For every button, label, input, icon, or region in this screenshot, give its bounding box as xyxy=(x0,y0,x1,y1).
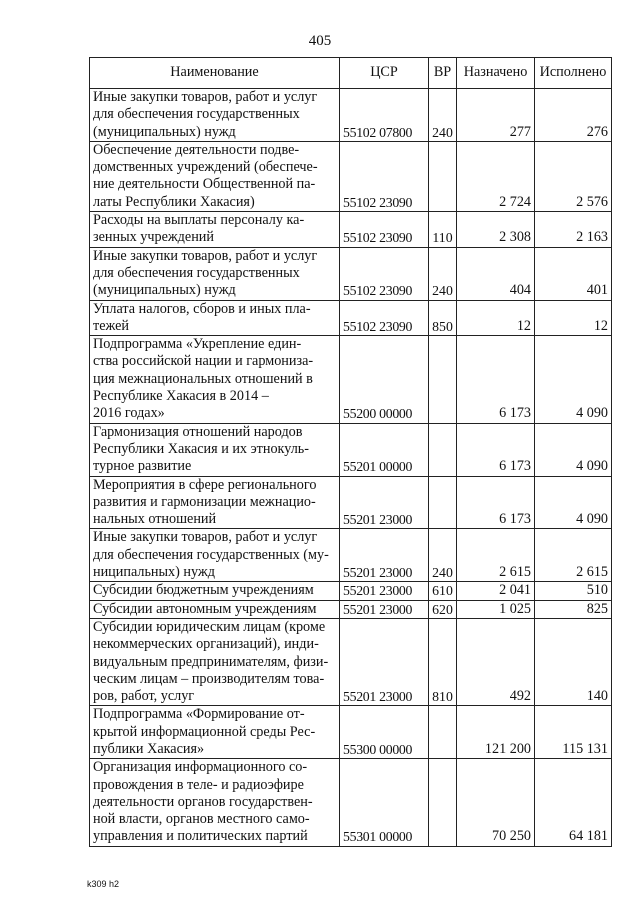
table-row xyxy=(90,706,612,759)
header-name: Наименование xyxy=(90,58,340,89)
row-csr: 55102 23090 xyxy=(340,247,429,300)
table-row xyxy=(90,529,612,582)
row-assigned: 6 173 xyxy=(457,336,535,423)
row-vr: 610 xyxy=(429,582,457,600)
row-assigned: 277 xyxy=(457,89,535,142)
row-name: Мероприятия в сфере регионального развития и гармонизации межнацио- нальных отношений xyxy=(90,476,340,529)
row-name: Организация информационного со- провождения в теле- и радиоэфире деятельности органов государствен- ной власти, органов местного само- управления и политических партий xyxy=(90,759,340,846)
footer-code: k309 h2 xyxy=(87,879,120,889)
row-executed: 2 615 xyxy=(535,529,612,582)
table-row xyxy=(90,476,612,529)
row-vr xyxy=(429,336,457,423)
row-executed: 12 xyxy=(535,300,612,336)
row-executed: 2 576 xyxy=(535,141,612,211)
header-assigned: Назначено xyxy=(457,58,535,89)
table-row xyxy=(90,212,612,248)
row-executed: 115 131 xyxy=(535,706,612,759)
table-body xyxy=(90,89,612,847)
table-row xyxy=(90,89,612,142)
row-name: Иные закупки товаров, работ и услуг для обеспечения государственных (муниципальных) нужд xyxy=(90,247,340,300)
row-executed: 276 xyxy=(535,89,612,142)
row-vr xyxy=(429,423,457,476)
row-vr xyxy=(429,476,457,529)
row-assigned: 492 xyxy=(457,618,535,705)
row-vr: 240 xyxy=(429,529,457,582)
row-assigned: 12 xyxy=(457,300,535,336)
row-name: Иные закупки товаров, работ и услуг для обеспечения государственных (муниципальных) нужд xyxy=(90,89,340,142)
row-executed: 510 xyxy=(535,582,612,600)
row-assigned: 404 xyxy=(457,247,535,300)
row-assigned: 1 025 xyxy=(457,600,535,618)
row-assigned: 6 173 xyxy=(457,476,535,529)
row-csr: 55102 23090 xyxy=(340,300,429,336)
row-csr: 55201 23000 xyxy=(340,476,429,529)
row-executed: 401 xyxy=(535,247,612,300)
row-assigned: 6 173 xyxy=(457,423,535,476)
row-csr: 55301 00000 xyxy=(340,759,429,846)
row-csr: 55201 00000 xyxy=(340,423,429,476)
row-name: Субсидии юридическим лицам (кроме некоммерческих организаций), инди- видуальным предпринимателям, физи- ческим лицам – производителям това- ров, работ, услуг xyxy=(90,618,340,705)
row-executed: 64 181 xyxy=(535,759,612,846)
table-row xyxy=(90,336,612,423)
row-assigned: 2 308 xyxy=(457,212,535,248)
row-name: Гармонизация отношений народов Республики Хакасия и их этнокуль- турное развитие xyxy=(90,423,340,476)
row-csr: 55102 23090 xyxy=(340,141,429,211)
row-vr: 110 xyxy=(429,212,457,248)
row-vr: 240 xyxy=(429,89,457,142)
row-csr: 55200 00000 xyxy=(340,336,429,423)
row-name: Подпрограмма «Формирование от- крытой информационной среды Рес- публики Хакасия» xyxy=(90,706,340,759)
row-vr xyxy=(429,141,457,211)
row-executed: 4 090 xyxy=(535,336,612,423)
header-row xyxy=(90,58,612,89)
row-assigned: 2 615 xyxy=(457,529,535,582)
row-name: Обеспечение деятельности подве- домственных учреждений (обеспече- ние деятельности Общественной па- латы Республики Хакасия) xyxy=(90,141,340,211)
row-executed: 140 xyxy=(535,618,612,705)
row-vr: 240 xyxy=(429,247,457,300)
header-csr: ЦСР xyxy=(340,58,429,89)
row-vr: 620 xyxy=(429,600,457,618)
row-csr: 55102 07800 xyxy=(340,89,429,142)
row-name: Расходы на выплаты персоналу ка- зенных учреждений xyxy=(90,212,340,248)
row-vr: 850 xyxy=(429,300,457,336)
row-executed: 4 090 xyxy=(535,423,612,476)
row-csr: 55201 23000 xyxy=(340,529,429,582)
table-row xyxy=(90,247,612,300)
row-executed: 2 163 xyxy=(535,212,612,248)
row-vr xyxy=(429,706,457,759)
budget-table xyxy=(89,57,612,847)
table-row xyxy=(90,423,612,476)
row-csr: 55201 23000 xyxy=(340,600,429,618)
table-row xyxy=(90,300,612,336)
row-name: Субсидии бюджетным учреждениям xyxy=(90,582,340,600)
row-executed: 825 xyxy=(535,600,612,618)
page-number: 405 xyxy=(308,33,332,49)
row-assigned: 2 041 xyxy=(457,582,535,600)
table-row xyxy=(90,759,612,846)
table-row xyxy=(90,141,612,211)
row-csr: 55201 23000 xyxy=(340,582,429,600)
row-assigned: 2 724 xyxy=(457,141,535,211)
table-header xyxy=(90,58,612,89)
row-assigned: 70 250 xyxy=(457,759,535,846)
header-vr: ВР xyxy=(429,58,457,89)
row-executed: 4 090 xyxy=(535,476,612,529)
table-row xyxy=(90,582,612,600)
row-csr: 55300 00000 xyxy=(340,706,429,759)
row-assigned: 121 200 xyxy=(457,706,535,759)
header-executed: Исполнено xyxy=(535,58,612,89)
row-csr: 55102 23090 xyxy=(340,212,429,248)
row-name: Подпрограмма «Укрепление един- ства российской нации и гармониза- ция межнациональных отношений в Республике Хакасия в 2014 – 2016 годах» xyxy=(90,336,340,423)
table-row xyxy=(90,600,612,618)
row-name: Уплата налогов, сборов и иных пла- тежей xyxy=(90,300,340,336)
row-name: Иные закупки товаров, работ и услуг для обеспечения государственных (му- ниципальных) нужд xyxy=(90,529,340,582)
row-name: Субсидии автономным учреждениям xyxy=(90,600,340,618)
row-vr: 810 xyxy=(429,618,457,705)
table-row xyxy=(90,618,612,705)
row-csr: 55201 23000 xyxy=(340,618,429,705)
row-vr xyxy=(429,759,457,846)
